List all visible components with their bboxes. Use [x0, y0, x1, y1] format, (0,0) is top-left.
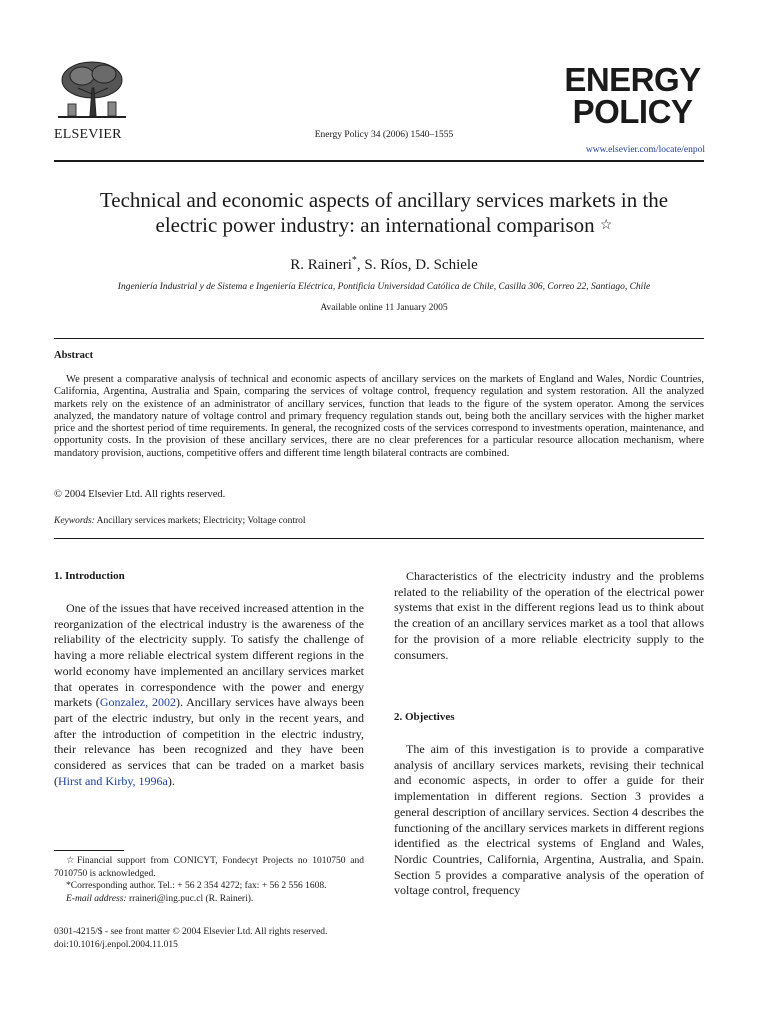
journal-logo-line2: POLICY: [572, 93, 693, 130]
email-address[interactable]: rraineri@ing.puc.cl (R. Raineri).: [126, 893, 254, 904]
keywords-label: Keywords:: [54, 516, 95, 526]
publisher-name: ELSEVIER: [54, 127, 122, 142]
footnote-star-icon: ☆: [66, 856, 77, 866]
title-line2: electric power industry: an international comparison: [155, 213, 595, 237]
intro-text-a: One of the issues that have received increased attention in the reorganization of the electrical industry is the awareness of the reliability of the electricity supply. To satisfy the challenge of having a more reliable electrical system different regions in the world economy have implemented an ancillary services market that operates in correspondence with the power and energy markets (: [54, 601, 364, 710]
abstract-text: We present a comparative analysis of technical and economic aspects of ancillary services on the markets of England and Wales, Nordic Countries, California, Argentina, Australia and Spain, comparing the services of voltage control, frequency regulation and system restoration. All the analyzed markets rely on the existence of an administrator of ancillary services, function that leads to the figure of the system operator. Among the services analyzed, the mandatory nature of voltage control and primary frequency regulation stands out, being both the ancillary services with the higher market price and the shortest period of time requirements. In general, the recognized costs of the services correspond to investments operation, maintenance, and opportunity costs. In the provision of these ancillary services, there are no clear preferences for a particular resource allocation mechanism, where mandatory provision, auctions, competitive offers and different time length bilateral contracts are combined.: [54, 374, 704, 459]
section-2-heading: 2. Objectives: [394, 711, 455, 723]
header-rule: [54, 160, 704, 162]
section-1-heading: 1. Introduction: [54, 570, 125, 582]
intro-text-c: ).: [167, 773, 175, 788]
available-online-date: Available online 11 January 2005: [320, 303, 448, 313]
intro-text-b: ). Ancillary services have always been part of the electric industry, but only in the recent years, and after the introduction of competition in the electric industry, their relevance has been recognized and they have been considered as services that can be traded on a market basis (: [54, 695, 364, 788]
article-title: [40, 188, 728, 238]
front-matter-line: 0301-4215/$ - see front matter © 2004 Elsevier Ltd. All rights reserved.: [54, 927, 328, 937]
title-footnote-star-icon[interactable]: ☆: [599, 218, 613, 233]
journal-url-link[interactable]: www.elsevier.com/locate/enpol: [585, 145, 705, 155]
abstract-rule: [54, 338, 704, 339]
keywords: [54, 516, 306, 526]
ref-gonzalez-2002-link[interactable]: Gonzalez, 2002: [99, 695, 176, 710]
intro-paragraph-1: [54, 601, 364, 789]
footnote-corresponding-text: Corresponding author. Tel.: + 56 2 354 4272; fax: + 56 2 556 1608.: [70, 881, 327, 891]
abstract-heading: Abstract: [54, 350, 94, 361]
footnote-asterisk: *: [66, 881, 71, 891]
page-footer: [54, 926, 384, 951]
journal-logo: [560, 61, 705, 130]
keywords-list: Ancillary services markets; Electricity; Voltage control: [94, 516, 306, 526]
other-authors: , S. Ríos, D. Schiele: [356, 257, 478, 273]
journal-citation: Energy Policy 34 (2006) 1540–1555: [314, 130, 454, 140]
intro-paragraph-2: Characteristics of the electricity industry and the problems related to the reliability of the operation of the electrical power systems that exist in the different regions lead us to think about the creation of an ancillary services market as a tool that allows for the provision of a more reliable electricity supply to the consumers.: [394, 569, 704, 662]
doi-line: doi:10.1016/j.enpol.2004.11.015: [54, 939, 178, 950]
affiliation: Ingeniería Industrial y de Sistema e Ingeniería Eléctrica, Pontificia Universidad Católica de Chile, Casilla 306, Correo 22, Santiago, Chile: [117, 282, 651, 292]
author-list: [0, 255, 768, 274]
footnote-rule: [54, 850, 124, 851]
objectives-paragraph: The aim of this investigation is to provide a comparative analysis of ancillary services markets, revising their technical and economic aspects, in order to offer a guide for their implementation in different regions. Section 3 provides a general description of ancillary services. Section 4 describes the functioning of the ancillary services markets in different regions identified as the electrical systems of England and Wales, Nordic Countries, California, Argentina, Australia, and Spain. Section 5 provides a comparative analysis of the operation of voltage control, frequency: [394, 742, 704, 898]
corresponding-author-mark[interactable]: *: [351, 255, 357, 266]
footnotes: [54, 855, 364, 905]
footnote-email: [54, 893, 364, 906]
footnote-funding-text: Financial support from CONICYT, Fondecyt Projects no 1010750 and 7010750 is acknowledged.: [54, 856, 364, 879]
elsevier-tree-logo: [54, 58, 130, 124]
email-label: E-mail address:: [66, 893, 127, 904]
abstract-copyright: © 2004 Elsevier Ltd. All rights reserved.: [54, 489, 226, 500]
footnote-corresponding: [54, 880, 364, 893]
title-line1: Technical and economic aspects of ancillary services markets in the: [99, 188, 669, 212]
journal-logo-line1: ENERGY: [564, 61, 701, 98]
footnote-funding: [54, 855, 364, 880]
author-raineri: R. Raineri: [290, 257, 352, 273]
keywords-rule: [54, 538, 704, 539]
ref-hirst-kirby-link[interactable]: Hirst and Kirby, 1996a: [58, 773, 168, 788]
